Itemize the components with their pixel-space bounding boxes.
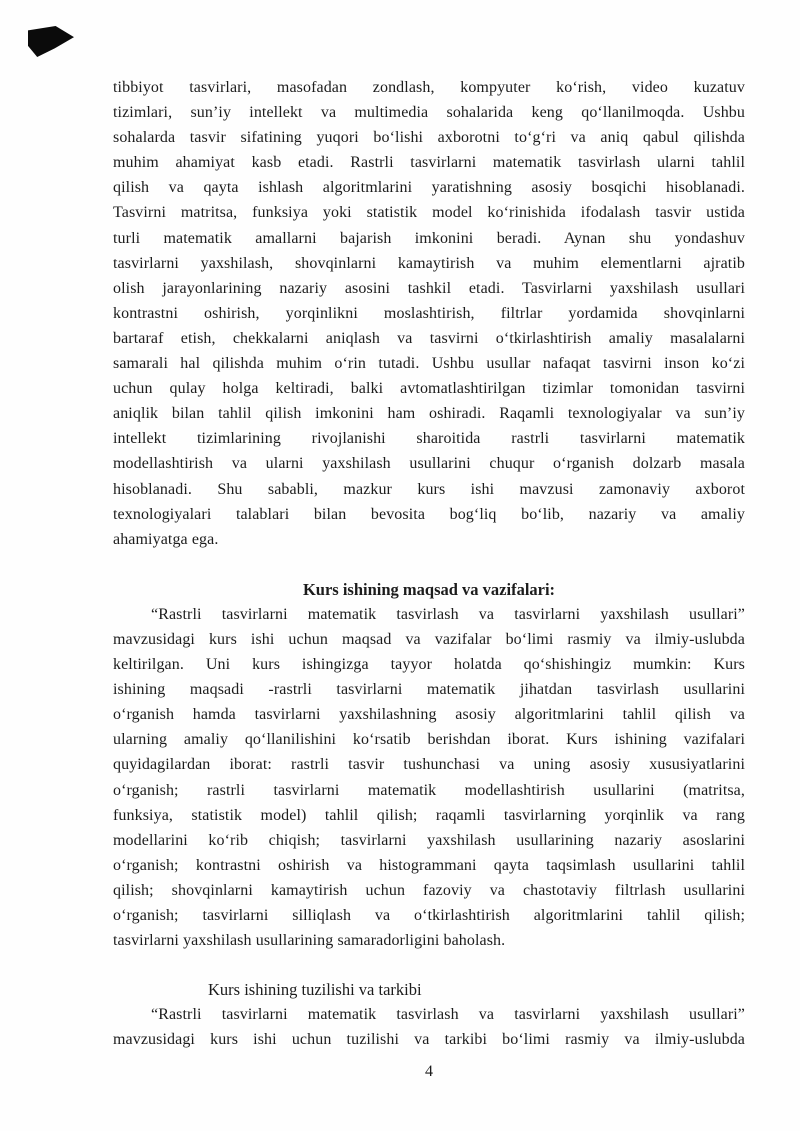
text-line: modellarini koʻrib chiqish; tasvirlarni yaxshilash usullarining nazariy asoslarini (113, 831, 745, 849)
text-line: texnologiyalari talablari bilan bevosita bogʻliq boʻlib, nazariy va amaliy (113, 505, 745, 523)
body-paragraph-tuzilishi (113, 1002, 745, 1052)
text-line: oʻrganish hamda tasvirlarni yaxshilashning asosiy algoritmlarini tahlil qilish va (113, 706, 745, 724)
text-line: qilish va qayta ishlash algoritmlarini yaratishning asosiy bosqichi hisoblanadi. (113, 179, 745, 197)
text-line: oʻrganish; kontrastni oshirish va histogrammani qayta taqsimlash usullarini tahlil (113, 856, 745, 874)
text-line: ularning amaliy qoʻllanilishini koʻrsatib berishdan iborat. Kurs ishining vazifalari (113, 731, 745, 749)
text-line: muhim ahamiyat kasb etadi. Rastrli tasvirlarni matematik tasvirlash ularni tahlil (113, 154, 745, 172)
text-line: tizimlari, sunʼiy intellekt va multimedia sohalarida keng qoʻllanilmoqda. Ushbu (113, 104, 745, 122)
text-line: Tasvirni matritsa, funksiya yoki statistik model koʻrinishida ifodalash tasvir ustida (113, 204, 745, 222)
body-paragraph-maqsad (113, 602, 745, 953)
text-line: hisoblanadi. Shu sababli, mazkur kurs ishi mavzusi zamonaviy axborot (113, 480, 745, 498)
text-line: intellekt tizimlarining rivojlanishi sharoitida rastrli tasvirlarni matematik (113, 430, 745, 448)
text-line: ishining maqsadi -rastrli tasvirlarni matematik jihatdan tasvirlash usullarini (113, 681, 745, 699)
section-heading-maqsad-va-vazifalar: Kurs ishining maqsad va vazifalari: (302, 579, 556, 599)
body-paragraph-intro (113, 75, 745, 552)
text-line: aniqlik bilan tahlil qilish imkonini ham oshiradi. Raqamli texnologiyalar va sunʼiy (113, 405, 745, 423)
text-line: qilish; shovqinlarni kamaytirish uchun fazoviy va chastotaviy filtrlash usullarini (113, 881, 745, 899)
text-line: quyidagilardan iborat: rastrli tasvir tushunchasi va uning asosiy xususiyatlarini (113, 756, 745, 774)
text-line: tasvirlarni yaxshilash usullarining samaradorligini baholash. (113, 932, 506, 950)
scan-ink-artifact (28, 26, 74, 57)
page-number: 4 (425, 1063, 433, 1080)
text-line: bartaraf etish, chekkalarni aniqlash va tasvirni oʻtkirlashtirish amaliy masalalarni (113, 329, 745, 347)
text-line: uchun qulay holga keltiradi, balki avtomatlashtirilgan tizimlar tomonidan tasvirni (113, 380, 745, 398)
page-content (113, 75, 745, 1052)
text-line: tasvirlarni yaxshilash, shovqinlarni kamaytirish va muhim elementlarni ajratib (113, 254, 745, 272)
text-line: sohalarda tasvir sifatining yuqori boʻlishi axborotni toʻgʻri va aniq qabul qilishda (113, 129, 745, 147)
text-line: keltirilgan. Uni kurs ishingizga tayyor holatda qoʻshishingiz mumkin: Kurs (113, 656, 745, 674)
text-line: “Rastrli tasvirlarni matematik tasvirlash va tasvirlarni yaxshilash usullari” (151, 605, 745, 623)
text-line: mavzusidagi kurs ishi uchun tuzilishi va tarkibi boʻlimi rasmiy va ilmiy-uslubda (113, 1031, 745, 1049)
text-line: funksiya, statistik model) tahlil qilish; raqamli tasvirlarning yorqinlik va rang (113, 806, 745, 824)
text-line: kontrastni oshirish, yorqinlikni moslashtirish, filtrlar yordamida shovqinlarni (113, 304, 745, 322)
text-line: oʻrganish; tasvirlarni silliqlash va oʻtkirlashtirish algoritmlarini tahlil qilish; (113, 907, 745, 924)
section-heading-tuzilishi-va-tarkibi: Kurs ishining tuzilishi va tarkibi (208, 980, 422, 1000)
text-line: oʻrganish; rastrli tasvirlarni matematik modellashtirish usullarini (matritsa, (113, 781, 745, 799)
text-line: ahamiyatga ega. (113, 530, 219, 548)
text-line: modellashtirish va ularni yaxshilash usullarini chuqur oʻrganish dolzarb masala (113, 455, 745, 473)
text-line: olish jarayonlarining nazariy asosini tashkil etadi. Tasvirlarni yaxshilash usullari (113, 279, 745, 297)
text-line: samarali hal qilishda muhim oʻrin tutadi. Ushbu usullar nafaqat tasvirni inson koʻzi (113, 355, 745, 373)
text-line: “Rastrli tasvirlarni matematik tasvirlash va tasvirlarni yaxshilash usullari” (151, 1006, 745, 1024)
text-line: mavzusidagi kurs ishi uchun maqsad va vazifalar boʻlimi rasmiy va ilmiy-uslubda (113, 630, 745, 648)
text-line: tibbiyot tasvirlari, masofadan zondlash, kompyuter koʻrish, video kuzatuv (113, 79, 745, 96)
text-line: turli matematik amallarni bajarish imkonini beradi. Aynan shu yondashuv (113, 229, 745, 247)
